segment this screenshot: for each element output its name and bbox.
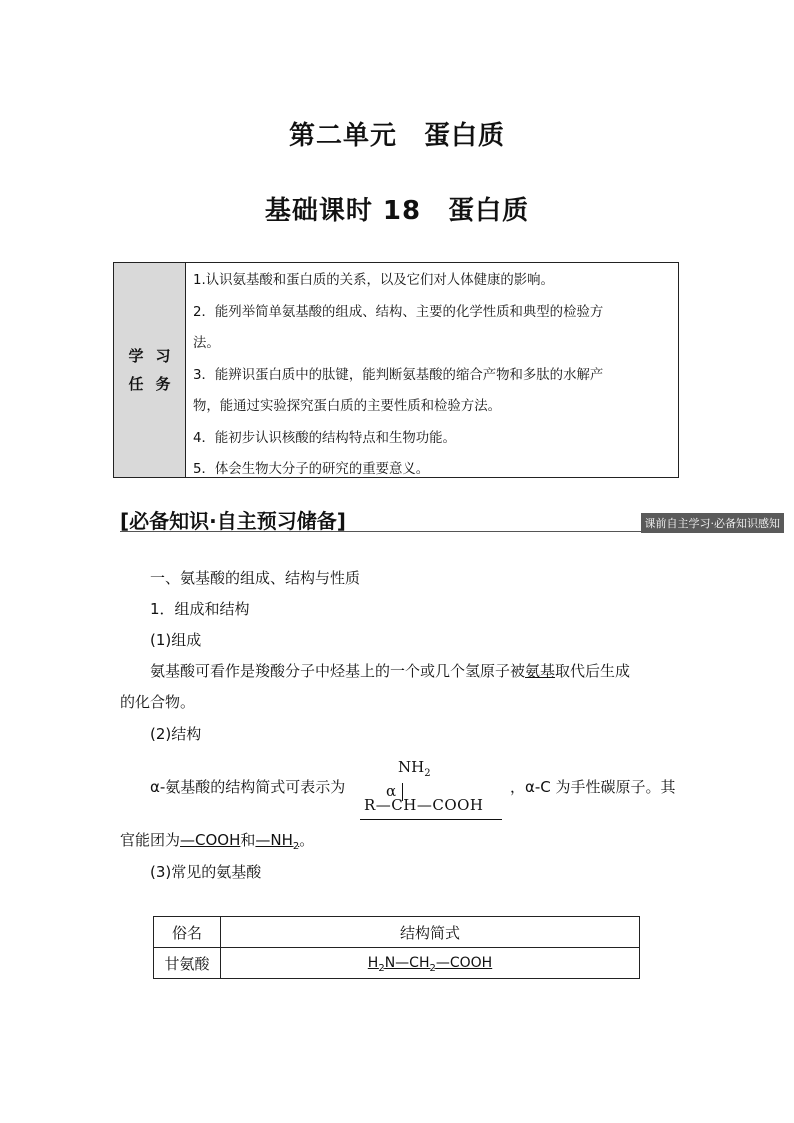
subscript: 2 [424, 768, 431, 779]
paragraph-composition-line1 [150, 660, 630, 681]
task-label-line1: 学习 [128, 347, 183, 365]
amino-acid-formula [360, 758, 502, 820]
text: —NH [255, 831, 293, 849]
table-cell: 甘氨酸 [154, 948, 221, 979]
paragraph-structure-pre: α-氨基酸的结构简式可表示为 [150, 778, 346, 796]
text: N—CH [384, 954, 430, 971]
task-item: 2．能列举简单氨基酸的组成、结构、主要的化学性质和典型的检验方 [193, 304, 604, 320]
unit-title: 第二单元 蛋白质 [288, 121, 505, 151]
formula-amino-group [398, 758, 431, 779]
text: —COOH [435, 954, 493, 971]
task-list [186, 263, 678, 477]
heading-amino-acid: 一、氨基酸的组成、结构与性质 [150, 569, 361, 587]
text: 官能团为 [120, 831, 181, 849]
section-tag: 课前自主学习·必备知识感知 [641, 513, 785, 533]
task-item: 物，能通过实验探究蛋白质的主要性质和检验方法。 [193, 399, 501, 414]
fill-blank: —COOH [180, 831, 241, 849]
paragraph-functional-groups [120, 829, 314, 852]
heading-composition: (1)组成 [150, 631, 202, 649]
task-label-line2: 任务 [128, 375, 183, 393]
text: 取代后生成 [555, 662, 631, 680]
task-item: 1.认识氨基酸和蛋白质的关系，以及它们对人体健康的影响。 [193, 273, 554, 288]
task-item: 4．能初步认识核酸的结构特点和生物功能。 [193, 430, 456, 446]
lesson-title: 基础课时 18 蛋白质 [264, 196, 530, 226]
learning-task-box [113, 262, 679, 478]
task-item: 5．体会生物大分子的研究的重要意义。 [193, 462, 430, 477]
task-label [114, 263, 186, 477]
table-cell [221, 948, 640, 979]
table-header-cell: 结构简式 [221, 917, 640, 948]
text: NH [398, 758, 425, 776]
task-item: 3．能辨识蛋白质中的肽键，能判断氨基酸的缩合产物和多肽的水解产 [193, 367, 604, 383]
text: 。 [299, 831, 315, 849]
formula-underline [360, 819, 502, 820]
formula-alpha: α [386, 782, 397, 800]
text: 氨基酸可看作是羧酸分子中烃基上的一个或几个氢原子被 [150, 662, 526, 680]
text: H [367, 954, 379, 971]
formula-chain: R—CH—COOH [364, 796, 484, 814]
heading-common-amino-acids: (3)常见的氨基酸 [150, 863, 262, 881]
paragraph-composition-line2: 的化合物。 [120, 693, 196, 711]
paragraph-structure-post: ，α-C 为手性碳原子。其 [510, 778, 676, 796]
fill-blank: 氨基 [525, 662, 556, 680]
fill-blank [367, 954, 493, 974]
table-header-cell: 俗名 [154, 917, 221, 948]
heading-composition-structure: 1．组成和结构 [150, 600, 250, 618]
table-row [154, 948, 640, 979]
subscript: 2 [378, 962, 385, 974]
amino-acid-table [153, 916, 640, 979]
task-item: 法。 [193, 336, 220, 351]
subscript: 2 [292, 841, 300, 852]
heading-structure: (2)结构 [150, 725, 202, 743]
table-header-row [154, 917, 640, 948]
section-heading: [必备知识·自主预习储备] [120, 509, 346, 533]
fill-blank [255, 831, 300, 852]
subscript: 2 [429, 962, 436, 974]
text: 和 [240, 831, 256, 849]
